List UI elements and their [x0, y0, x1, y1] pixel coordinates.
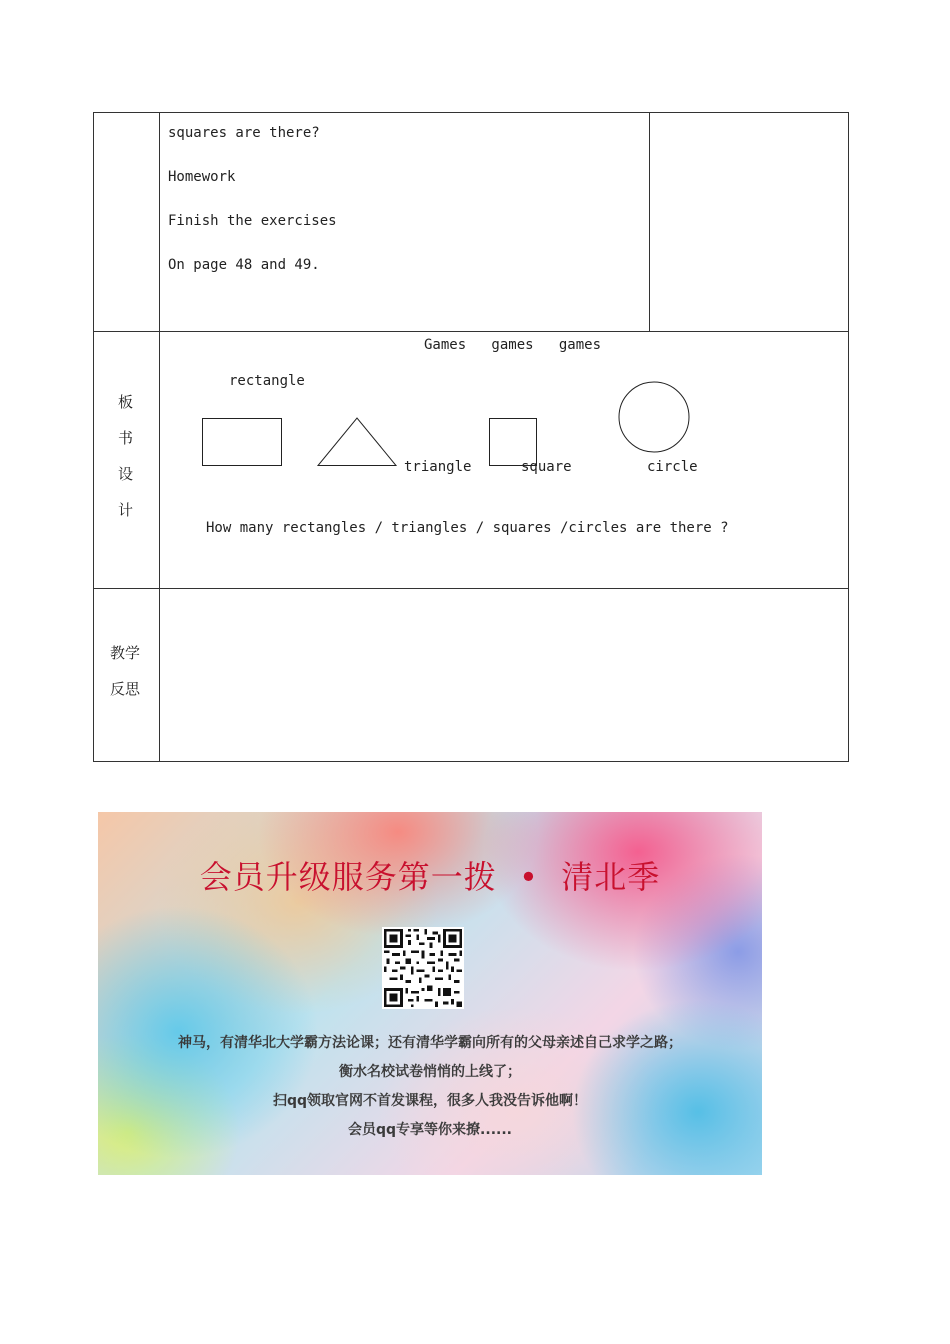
banner-text-line: 神马，有清华北大学霸方法论课；还有清华学霸向所有的父母亲述自己求学之路； — [178, 1035, 682, 1051]
circle-label: circle — [647, 459, 698, 475]
content-line: Finish the exercises — [168, 213, 337, 229]
board-heading: Games games games — [424, 337, 602, 353]
content-line: Homework — [168, 169, 236, 185]
qr-code-icon — [384, 929, 462, 1007]
banner-title: 会员升级服务第一拨 • 清北季 — [199, 858, 661, 896]
triangle-shape — [318, 418, 396, 466]
rectangle-shape — [203, 419, 282, 466]
banner-text-line: 会员qq专享等你来撩...... — [348, 1122, 512, 1138]
content-line: On page 48 and 49. — [168, 257, 320, 273]
promo-banner — [98, 812, 762, 1175]
board-question: How many rectangles / triangles / squares /circles are there ? — [206, 520, 729, 536]
triangle-label: triangle — [404, 459, 472, 475]
board-design-label-char: 板 — [118, 393, 134, 411]
reflection-label-line: 反思 — [110, 680, 141, 698]
board-design-label-char: 书 — [118, 429, 134, 447]
square-label: square — [521, 459, 572, 475]
rectangle-label: rectangle — [229, 373, 305, 389]
circle-shape — [619, 382, 689, 452]
board-design-label-char: 计 — [118, 501, 134, 519]
table-border-bottom — [93, 761, 849, 762]
reflection-label-line: 教学 — [110, 644, 141, 662]
banner-text-line: 衡水名校试卷悄悄的上线了； — [339, 1064, 521, 1080]
board-design-label-char: 设 — [118, 465, 134, 483]
qr-code[interactable] — [382, 927, 464, 1009]
banner-text-line: 扫qq领取官网不首发课程，很多人我没告诉他啊！ — [272, 1093, 588, 1109]
board-shapes — [0, 0, 950, 600]
content-line: squares are there? — [168, 125, 320, 141]
